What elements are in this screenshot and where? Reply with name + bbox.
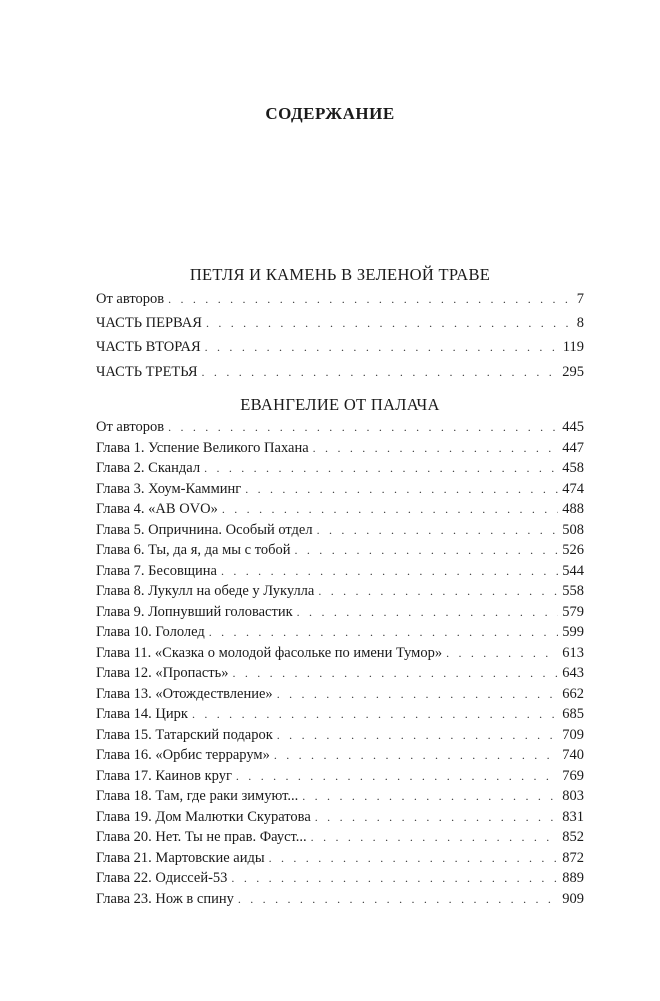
entry-title: Глава 11. «Сказка о молодой фасольке по имени Тумор» (96, 644, 443, 661)
entry-page-number: 544 (562, 562, 584, 579)
entry-title: Глава 9. Лопнувший головастик (96, 603, 293, 620)
entry-title: Глава 20. Нет. Ты не прав. Фауст... (96, 829, 307, 845)
entry-title: Глава 1. Успение Великого Пахана (96, 439, 309, 456)
entry-page-number: 295 (562, 363, 584, 380)
entry-title: Глава 18. Там, где раки зимуют... (96, 788, 299, 804)
dot-leader (236, 766, 558, 787)
toc-entry (96, 704, 584, 725)
dot-leader (311, 827, 559, 848)
entry-title: Глава 16. «Орбис террарум» (96, 747, 270, 763)
dot-leader (168, 417, 558, 438)
dot-leader (274, 745, 558, 766)
entry-title: ЧАСТЬ ПЕРВАЯ (96, 315, 202, 332)
entry-page-number: 740 (562, 747, 584, 763)
entry-page-number: 852 (562, 829, 584, 845)
entry-page-number: 803 (562, 788, 584, 804)
entry-title: Глава 12. «Пропасть» (96, 665, 229, 681)
toc-entry (96, 540, 584, 561)
toc-entry (96, 766, 584, 787)
entry-title: ЧАСТЬ ТРЕТЬЯ (96, 363, 198, 380)
dot-leader (297, 602, 559, 623)
toc-list (96, 417, 584, 909)
entry-title: Глава 4. «AB OVO» (96, 501, 218, 517)
dot-leader (232, 663, 558, 684)
toc-section-evangelie (96, 394, 584, 909)
toc-entry (96, 360, 584, 384)
entry-title: Глава 15. Татарский подарок (96, 726, 273, 743)
dot-leader (168, 287, 573, 311)
toc-entry (96, 417, 584, 438)
entry-page-number: 872 (562, 849, 584, 866)
toc-entry (96, 868, 584, 889)
entry-page-number: 709 (562, 726, 584, 743)
dot-leader (313, 438, 559, 459)
toc-entry (96, 335, 584, 359)
toc-entry (96, 643, 584, 664)
entry-page-number: 526 (562, 542, 584, 558)
toc-entry (96, 458, 584, 479)
entry-page-number: 909 (562, 890, 584, 907)
entry-title: Глава 13. «Отождествление» (96, 685, 273, 702)
entry-page-number: 769 (562, 767, 584, 784)
entry-title: Глава 6. Ты, да я, да мы с тобой (96, 542, 291, 558)
toc-entry (96, 602, 584, 623)
toc-entry (96, 684, 584, 705)
entry-title: Глава 19. Дом Малютки Скуратова (96, 808, 311, 825)
entry-title: Глава 10. Гололед (96, 624, 205, 640)
entry-page-number: 558 (562, 583, 584, 599)
entry-page-number: 8 (576, 315, 584, 332)
dot-leader (209, 622, 559, 643)
toc-list (96, 287, 584, 384)
toc-entry (96, 889, 584, 910)
toc-entry (96, 786, 584, 807)
dot-leader (204, 458, 558, 479)
entry-title: Глава 3. Хоум-Камминг (96, 480, 242, 497)
entry-title: Глава 23. Нож в спину (96, 890, 234, 907)
dot-leader (302, 786, 558, 807)
entry-page-number: 7 (576, 291, 584, 307)
section-heading: ПЕТЛЯ И КАМЕНЬ В ЗЕЛЕНОЙ ТРАВЕ (189, 265, 491, 284)
toc-entry (96, 311, 584, 335)
toc-entry (96, 745, 584, 766)
dot-leader (192, 704, 558, 725)
entry-title: Глава 5. Опричнина. Особый отдел (96, 521, 313, 538)
dot-leader (317, 520, 559, 541)
entry-page-number: 889 (562, 870, 584, 886)
dot-leader (295, 540, 559, 561)
entry-page-number: 831 (562, 808, 584, 825)
entry-title: Глава 14. Цирк (96, 706, 188, 722)
entry-page-number: 474 (562, 480, 584, 497)
toc-entry (96, 499, 584, 520)
section-heading: ЕВАНГЕЛИЕ ОТ ПАЛАЧА (240, 395, 440, 414)
toc-entry (96, 479, 584, 500)
entry-page-number: 599 (562, 624, 584, 640)
toc-entry (96, 725, 584, 746)
entry-page-number: 643 (562, 665, 584, 681)
entry-page-number: 662 (562, 685, 584, 702)
entry-page-number: 488 (562, 501, 584, 517)
toc-entry (96, 807, 584, 828)
dot-leader (269, 848, 559, 869)
entry-title: Глава 22. Одиссей-53 (96, 870, 228, 886)
dot-leader (245, 479, 558, 500)
toc-entry (96, 622, 584, 643)
dot-leader (202, 360, 559, 384)
entry-title: Глава 21. Мартовские аиды (96, 849, 265, 866)
toc-entry (96, 827, 584, 848)
entry-title: Глава 8. Лукулл на обеде у Лукулла (96, 583, 315, 599)
entry-page-number: 685 (562, 706, 584, 722)
toc-section-petlya (96, 264, 584, 384)
dot-leader (231, 868, 558, 889)
dot-leader (206, 311, 573, 335)
dot-leader (222, 499, 558, 520)
toc-entry (96, 848, 584, 869)
dot-leader (205, 335, 559, 359)
entry-title: Глава 7. Бесовщина (96, 562, 217, 579)
toc-entry (96, 287, 584, 311)
entry-page-number: 508 (562, 521, 584, 538)
toc-entry (96, 520, 584, 541)
toc-entry (96, 438, 584, 459)
entry-page-number: 447 (562, 439, 584, 456)
dot-leader (221, 561, 558, 582)
dot-leader (238, 889, 558, 910)
entry-page-number: 458 (562, 460, 584, 476)
entry-title: Глава 17. Каинов круг (96, 767, 232, 784)
dot-leader (318, 581, 558, 602)
entry-title: ЧАСТЬ ВТОРАЯ (96, 339, 201, 356)
dot-leader (446, 643, 558, 664)
dot-leader (277, 684, 559, 705)
entry-page-number: 579 (562, 603, 584, 620)
dot-leader (277, 725, 558, 746)
entry-page-number: 613 (562, 644, 584, 661)
entry-page-number: 119 (562, 339, 584, 356)
dot-leader (315, 807, 558, 828)
entry-page-number: 445 (562, 419, 584, 435)
toc-entry (96, 663, 584, 684)
toc-entry (96, 581, 584, 602)
page-title: СОДЕРЖАНИЕ (265, 104, 395, 123)
entry-title: Глава 2. Скандал (96, 460, 201, 476)
entry-title: От авторов (96, 419, 165, 435)
entry-title: От авторов (96, 291, 165, 307)
toc-entry (96, 561, 584, 582)
